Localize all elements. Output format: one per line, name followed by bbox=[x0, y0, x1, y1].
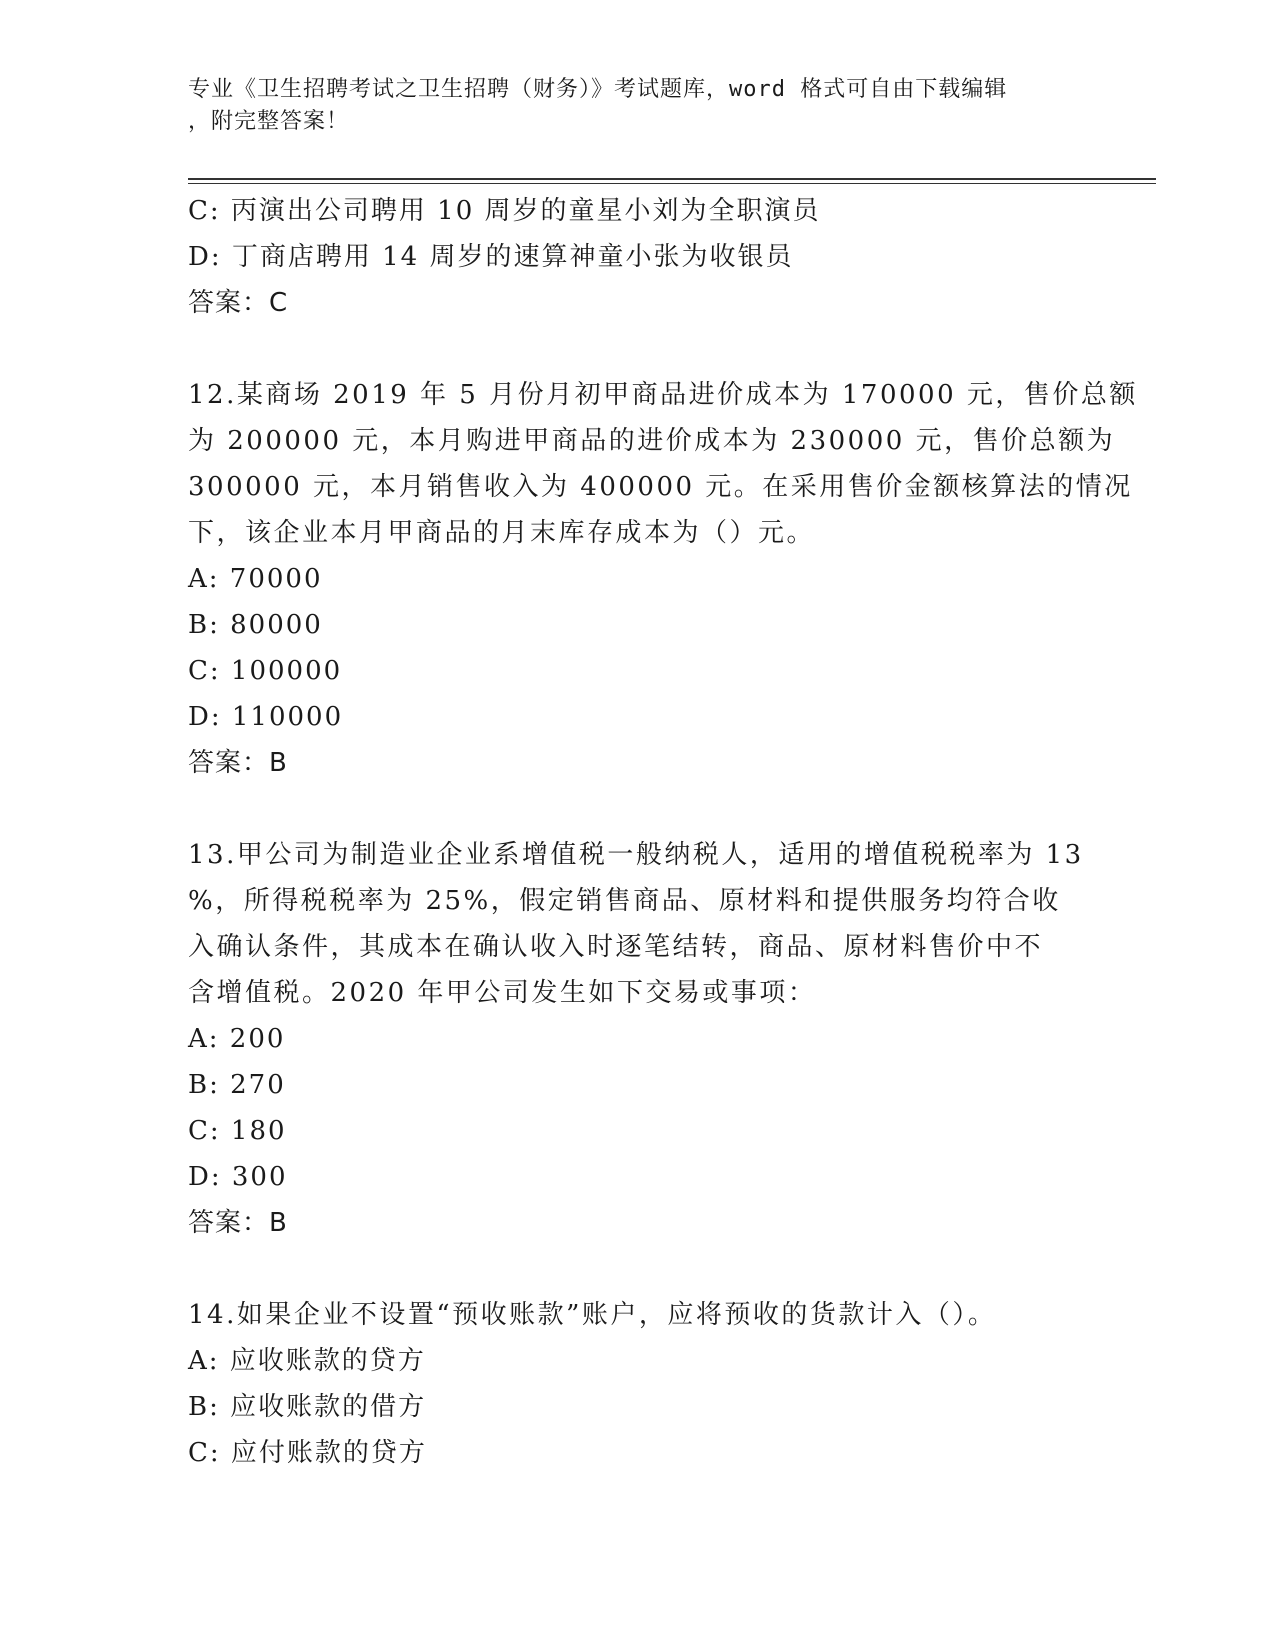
stem-line: %，所得税税率为 25%，假定销售商品、原材料和提供服务均符合收 bbox=[188, 886, 1061, 916]
stem-line: 含增值税。2020 年甲公司发生如下交易或事项： bbox=[188, 978, 817, 1008]
question-stem bbox=[188, 372, 1138, 556]
option-c: C: 丙演出公司聘用 10 周岁的童星小刘为全职演员 bbox=[188, 196, 821, 226]
option-a: A: 应收账款的贷方 bbox=[188, 1346, 426, 1376]
question-14 bbox=[188, 1292, 1088, 1476]
header-line-2: ，附完整答案！ bbox=[188, 109, 350, 134]
option-b: B: 应收账款的借方 bbox=[188, 1392, 427, 1422]
answer-line: 答案：C bbox=[188, 288, 289, 318]
page-header bbox=[188, 74, 1088, 138]
answer-line: 答案：B bbox=[188, 748, 288, 778]
header-rule-thick bbox=[188, 178, 1156, 180]
option-d: D: 110000 bbox=[188, 702, 344, 732]
stem-line: 14.如果企业不设置“预收账款”账户，应将预收的货款计入（）。 bbox=[188, 1300, 997, 1330]
stem-line: 300000 元，本月销售收入为 400000 元。在采用售价金额核算法的情况 bbox=[188, 472, 1133, 502]
stem-line: 下，该企业本月甲商品的月末库存成本为（）元。 bbox=[188, 518, 816, 548]
prev-question-block bbox=[188, 188, 1088, 326]
question-13 bbox=[188, 832, 1088, 1246]
answer-line: 答案：B bbox=[188, 1208, 288, 1238]
header-rule-thin bbox=[188, 183, 1156, 184]
question-stem bbox=[188, 1292, 1088, 1338]
question-12 bbox=[188, 372, 1138, 786]
stem-line: 13.甲公司为制造业企业系增值税一般纳税人，适用的增值税税率为 13 bbox=[188, 840, 1084, 870]
stem-line: 12.某商场 2019 年 5 月份月初甲商品进价成本为 170000 元，售价总额 bbox=[188, 380, 1138, 410]
header-line-1: 专业《卫生招聘考试之卫生招聘（财务）》考试题库，word 格式可自由下载编辑 bbox=[188, 77, 1008, 102]
option-a: A: 70000 bbox=[188, 564, 323, 594]
option-d: D: 300 bbox=[188, 1162, 288, 1192]
option-c: C: 应付账款的贷方 bbox=[188, 1438, 427, 1468]
stem-line: 为 200000 元，本月购进甲商品的进价成本为 230000 元，售价总额为 bbox=[188, 426, 1116, 456]
question-content bbox=[188, 188, 1138, 1476]
option-c: C: 100000 bbox=[188, 656, 343, 686]
option-b: B: 80000 bbox=[188, 610, 323, 640]
option-c: C: 180 bbox=[188, 1116, 287, 1146]
option-a: A: 200 bbox=[188, 1024, 286, 1054]
stem-line: 入确认条件，其成本在确认收入时逐笔结转，商品、原材料售价中不 bbox=[188, 932, 1044, 962]
option-b: B: 270 bbox=[188, 1070, 286, 1100]
option-d: D: 丁商店聘用 14 周岁的速算神童小张为收银员 bbox=[188, 242, 794, 272]
question-stem bbox=[188, 832, 1088, 1016]
